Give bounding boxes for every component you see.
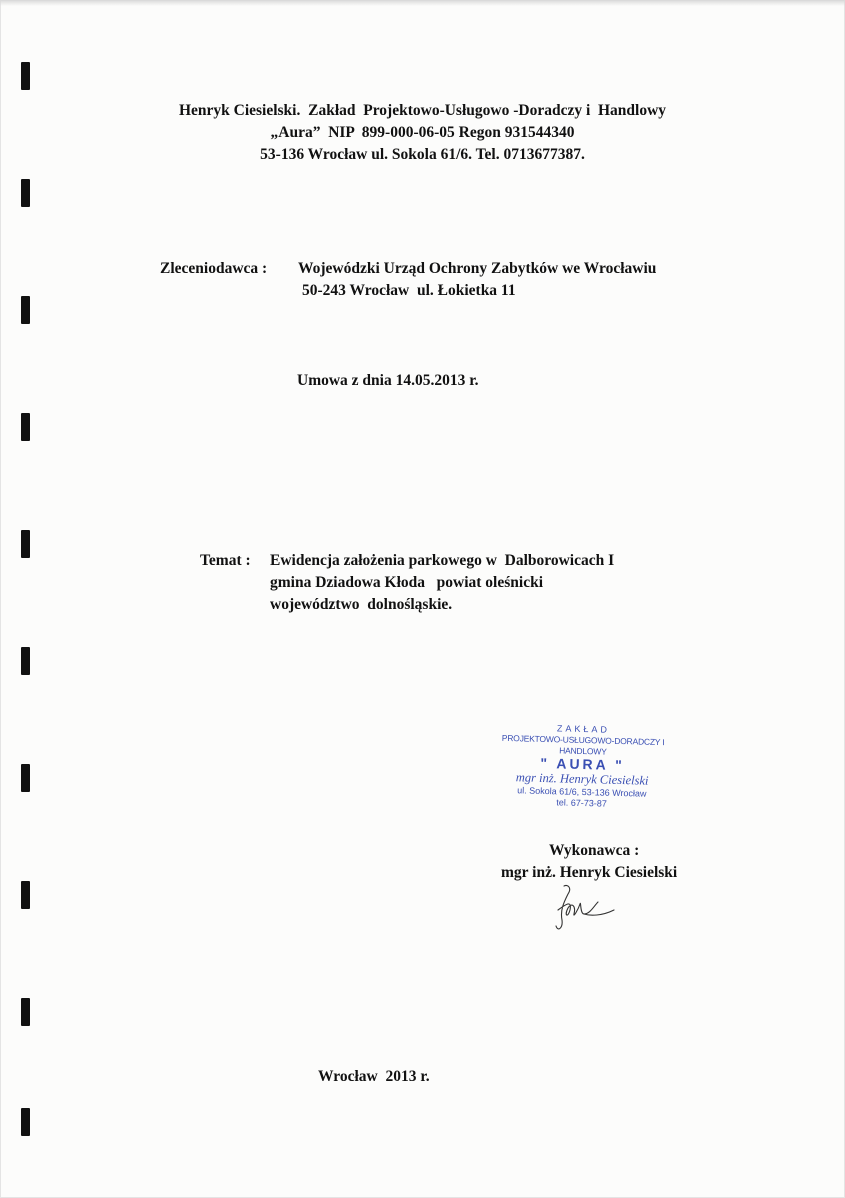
footer-place-date: Wrocław 2013 r. (318, 1068, 430, 1085)
binder-mark (21, 530, 30, 558)
stamp-line-3: " AURA " (540, 754, 625, 774)
company-header (0, 100, 845, 166)
contractor-label: Wykonawca : (549, 842, 640, 859)
subject-line-3: województwo dolnośląskie. (270, 596, 453, 613)
stamp-line-5: ul. Sokola 61/6, 53-136 Wrocław (517, 785, 647, 799)
company-stamp (479, 721, 686, 811)
company-address: 53-136 Wrocław ul. Sokola 61/6. Tel. 0713677387. (260, 146, 585, 163)
binder-mark (21, 998, 30, 1026)
contract-date: Umowa z dnia 14.05.2013 r. (297, 372, 479, 389)
scan-edge (0, 0, 845, 6)
stamp-line-1: ZAKŁAD (556, 723, 611, 735)
company-name: Henryk Ciesielski. Zakład Projektowo-Usługowo -Doradczy i Handlowy (178, 102, 667, 119)
client-label: Zleceniodawca : (160, 260, 268, 277)
company-tax-ids: „Aura” NIP 899-000-06-05 Regon 931544340 (270, 124, 575, 141)
binder-mark (21, 413, 30, 441)
client-name: Wojewódzki Urząd Ochrony Zabytków we Wrocławiu (298, 260, 657, 277)
subject-label: Temat : (200, 552, 251, 569)
binder-mark (21, 62, 30, 90)
binder-mark (21, 647, 30, 675)
subject-line-2: gmina Dziadowa Kłoda powiat oleśnicki (270, 574, 543, 591)
stamp-line-2: PROJEKTOWO-USŁUGOWO-DORADCZY I HANDLOWY (501, 732, 665, 757)
binder-mark (21, 1108, 30, 1136)
stamp-line-4: mgr inż. Henryk Ciesielski (515, 770, 649, 788)
subject-line-1: Ewidencja założenia parkowego w Dalborowicach I (270, 552, 615, 569)
signature-image (550, 880, 620, 935)
client-address: 50-243 Wrocław ul. Łokietka 11 (302, 282, 516, 299)
binder-mark (21, 179, 30, 207)
binder-mark (21, 296, 30, 324)
stamp-line-6: tel. 67-73-87 (556, 797, 607, 809)
binder-mark (21, 764, 30, 792)
contractor-name: mgr inż. Henryk Ciesielski (501, 864, 678, 881)
binder-marks (21, 62, 31, 1142)
binder-mark (21, 881, 30, 909)
